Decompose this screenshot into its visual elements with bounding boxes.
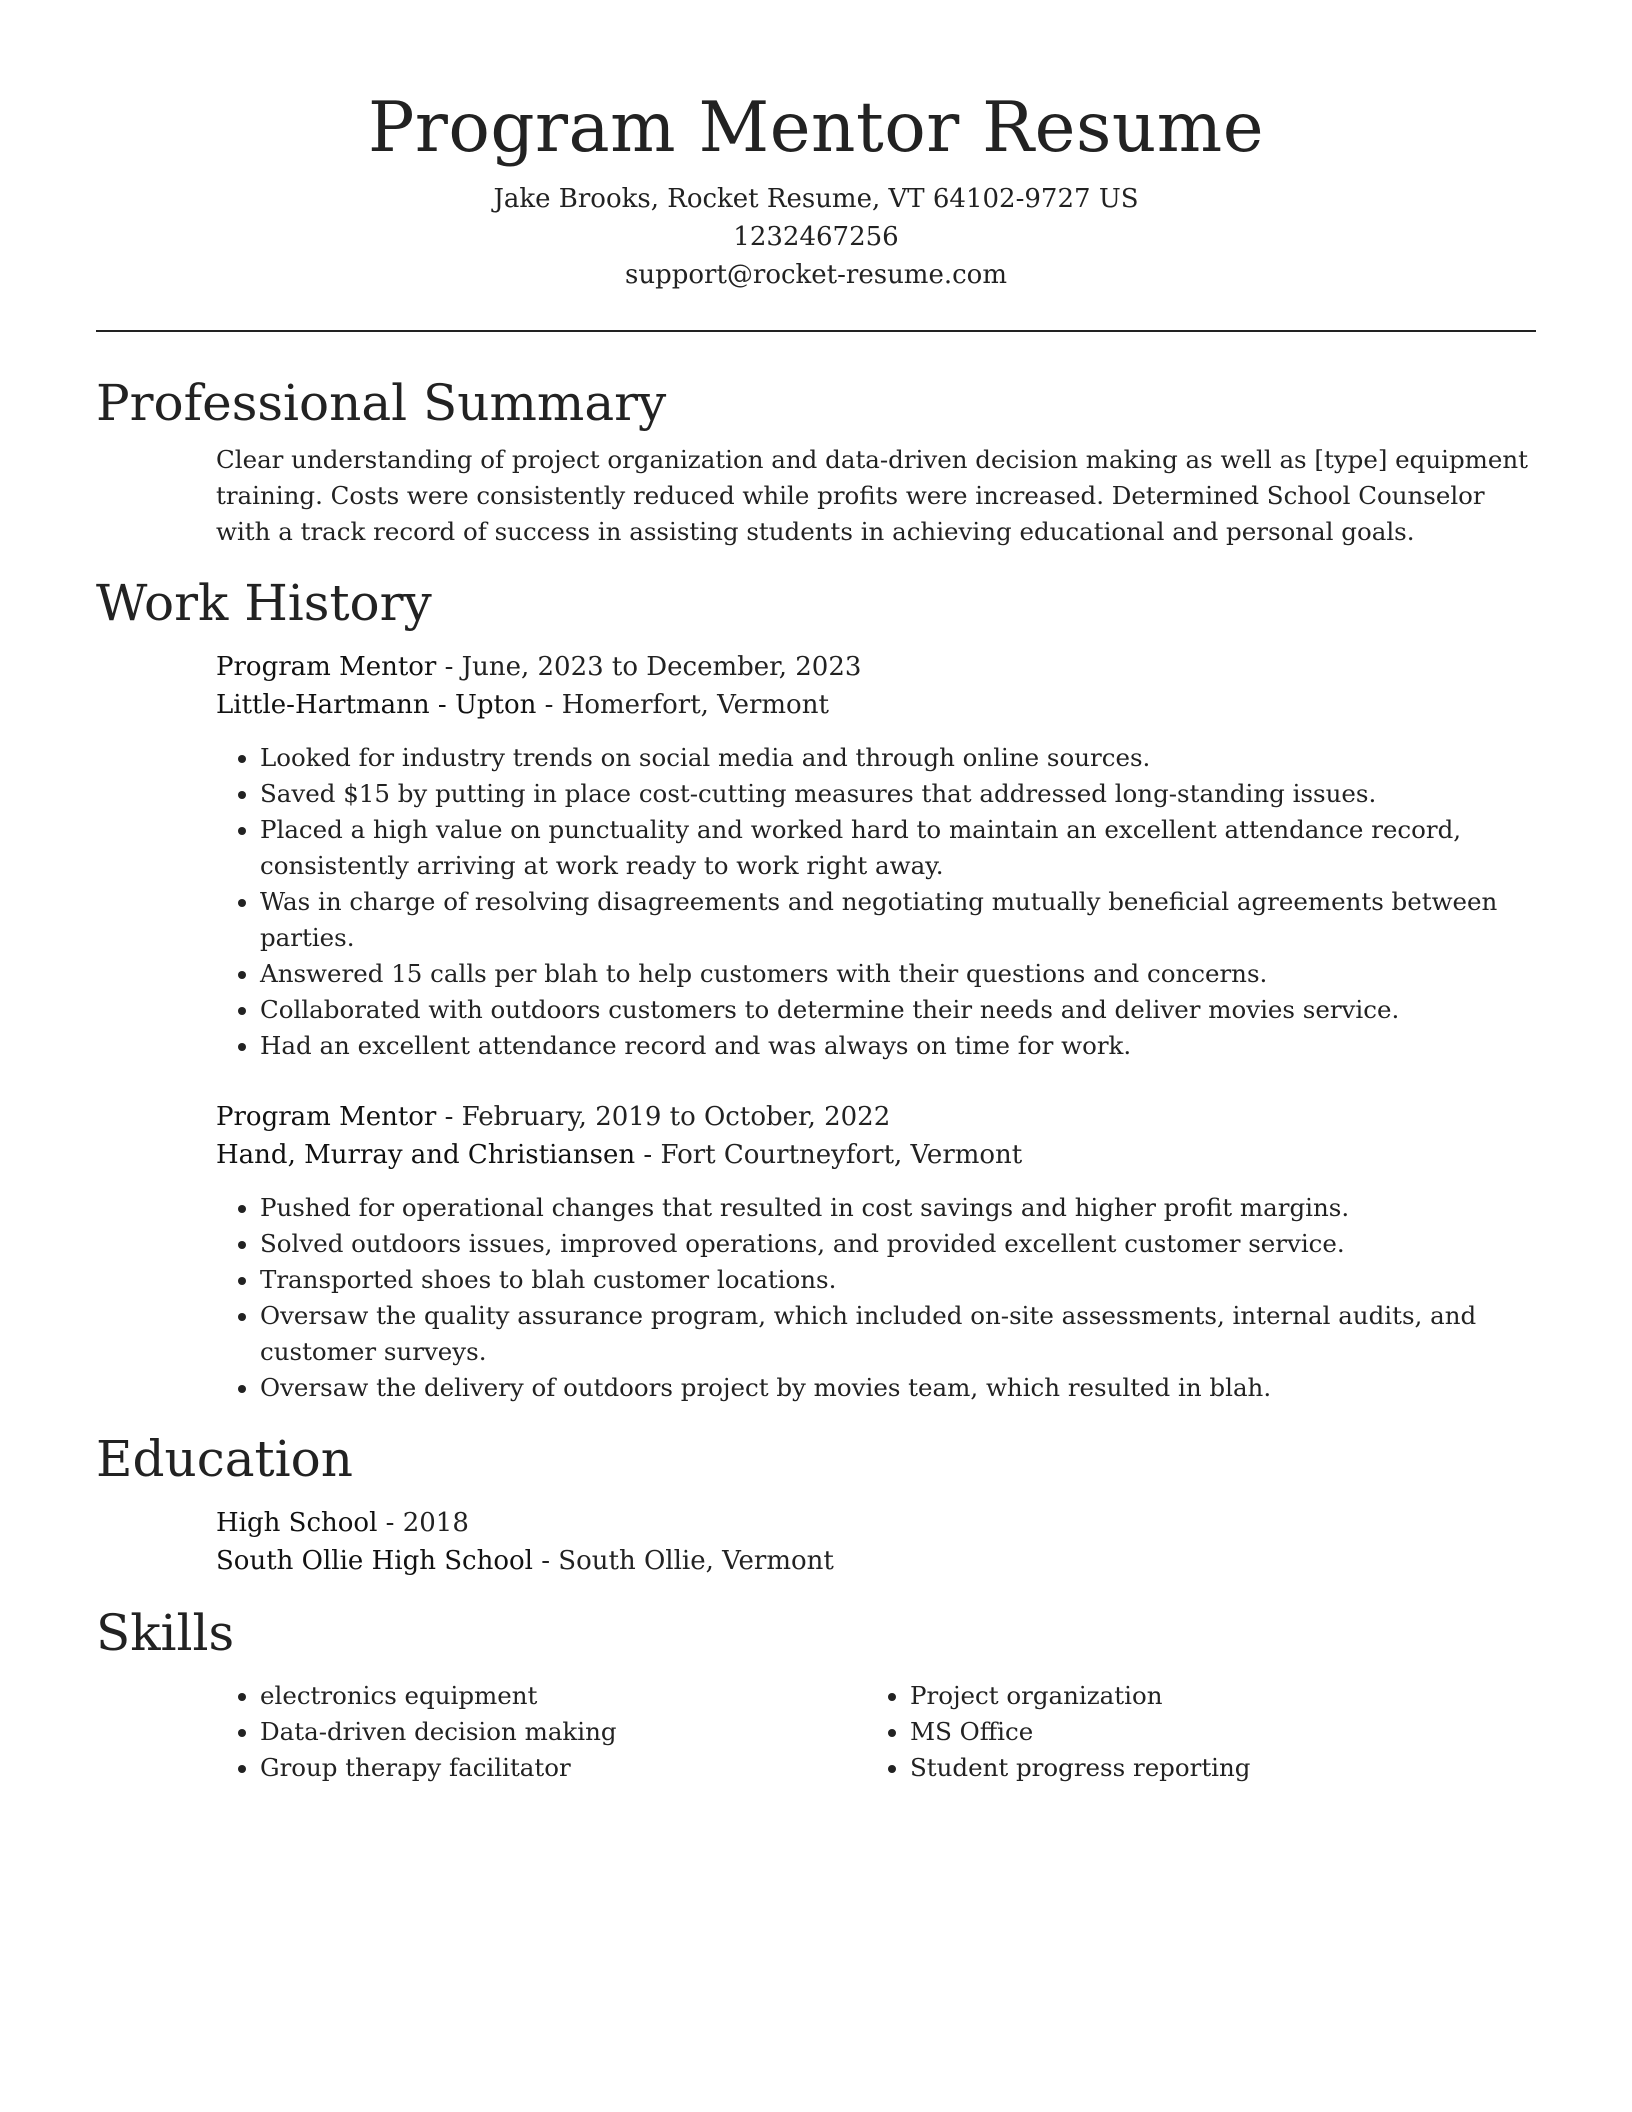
skills-grid <box>216 1678 1536 1786</box>
list-item: • Collaborated with outdoors customers to determine their needs and deliver movies service. <box>260 992 1536 1028</box>
list-item: • Oversaw the quality assurance program, which included on-site assessments, internal audits, and customer surveys. <box>260 1298 1536 1370</box>
skill-item: • Project organization <box>910 1678 1516 1714</box>
education-entry <box>216 1504 1536 1580</box>
job-duties-list <box>216 740 1536 1064</box>
education-year: - 2018 <box>377 1508 469 1538</box>
list-item: • Answered 15 calls per blah to help customers with their questions and concerns. <box>260 956 1536 992</box>
contact-info <box>96 180 1536 294</box>
work-history-section <box>216 648 1536 1406</box>
job-dates: - June, 2023 to December, 2023 <box>436 652 862 682</box>
skill-item: • Data-driven decision making <box>260 1714 866 1750</box>
job-title: Program Mentor <box>216 652 437 682</box>
education-school: South Ollie High School <box>216 1546 533 1576</box>
skill-item: • Group therapy facilitator <box>260 1750 866 1786</box>
job-entry <box>216 1098 1536 1406</box>
skills-column-right <box>866 1678 1516 1786</box>
contact-email[interactable]: support@rocket-resume.com <box>624 260 1007 290</box>
list-item: • Pushed for operational changes that resulted in cost savings and higher profit margins. <box>260 1190 1536 1226</box>
list-item: • Looked for industry trends on social media and through online sources. <box>260 740 1536 776</box>
job-company: Little-Hartmann - Upton <box>216 690 537 720</box>
work-history-heading: Work History <box>96 574 432 632</box>
job-company: Hand, Murray and Christiansen <box>216 1140 636 1170</box>
skills-section <box>216 1678 1536 1786</box>
job-title-line <box>216 1098 1536 1136</box>
education-heading: Education <box>96 1430 353 1488</box>
job-location: - Fort Courtneyfort, Vermont <box>635 1140 1023 1170</box>
contact-phone: 1232467256 <box>733 222 899 252</box>
summary-section <box>216 442 1536 550</box>
list-item: • Saved $15 by putting in place cost-cutting measures that addressed long-standing issues. <box>260 776 1536 812</box>
education-section <box>216 1504 1536 1580</box>
list-item: • Solved outdoors issues, improved operations, and provided excellent customer service. <box>260 1226 1536 1262</box>
education-degree-line <box>216 1504 1536 1542</box>
skill-item: • Student progress reporting <box>910 1750 1516 1786</box>
education-school-line <box>216 1542 1536 1580</box>
education-degree: High School <box>216 1508 378 1538</box>
list-item: • Was in charge of resolving disagreements and negotiating mutually beneficial agreements between parties. <box>260 884 1536 956</box>
skills-list <box>216 1678 866 1786</box>
job-duties-list <box>216 1190 1536 1406</box>
header-divider <box>96 330 1536 332</box>
resume-page <box>96 0 1536 1786</box>
list-item: • Had an excellent attendance record and was always on time for work. <box>260 1028 1536 1064</box>
skills-list <box>866 1678 1516 1786</box>
summary-text: Clear understanding of project organization and data-driven decision making as well as [type] equipment training. Costs were consistently reduced while profits were increased. Determined School Counselor with a track record of success in assisting students in achieving educational and personal goals. <box>216 445 1529 546</box>
document-title: Program Mentor Resume <box>367 88 1265 168</box>
job-company-line <box>216 686 1536 724</box>
job-company-line <box>216 1136 1536 1174</box>
job-dates: - February, 2019 to October, 2022 <box>436 1102 891 1132</box>
skill-item: • MS Office <box>910 1714 1516 1750</box>
list-item: • Placed a high value on punctuality and worked hard to maintain an excellent attendance record, consistently arriving at work ready to work right away. <box>260 812 1536 884</box>
education-location: - South Ollie, Vermont <box>532 1546 834 1576</box>
skills-column-left <box>216 1678 866 1786</box>
job-title-line <box>216 648 1536 686</box>
job-location: - Homerfort, Vermont <box>536 690 829 720</box>
resume-header <box>96 0 1536 294</box>
summary-heading: Professional Summary <box>96 374 667 432</box>
skill-item: • electronics equipment <box>260 1678 866 1714</box>
contact-address: Jake Brooks, Rocket Resume, VT 64102-9727 US <box>493 184 1139 214</box>
job-title: Program Mentor <box>216 1102 437 1132</box>
list-item: • Oversaw the delivery of outdoors project by movies team, which resulted in blah. <box>260 1370 1536 1406</box>
list-item: • Transported shoes to blah customer locations. <box>260 1262 1536 1298</box>
job-entry <box>216 648 1536 1064</box>
skills-heading: Skills <box>96 1604 235 1662</box>
